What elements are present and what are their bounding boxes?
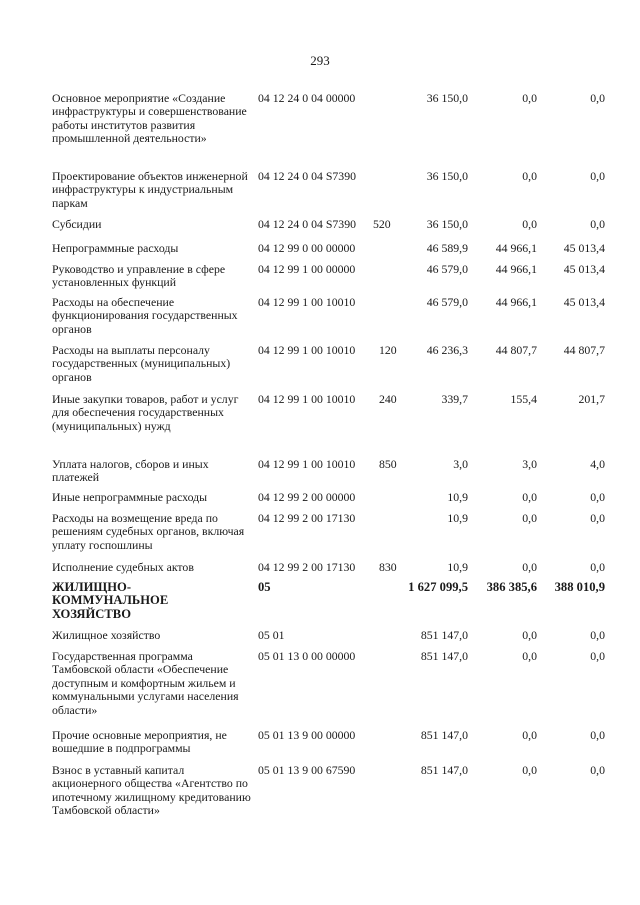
row-name: Расходы на возмещение вреда по решениям судебных органов, включая уплату госпошлины — [52, 511, 245, 552]
row-value-1: 36 150,0 — [426, 169, 468, 183]
row-value-2: 386 385,6 — [486, 580, 537, 594]
row-value-3: 0,0 — [590, 728, 605, 742]
row-value-1: 10,9 — [447, 511, 468, 525]
row-value-1: 851 147,0 — [420, 763, 468, 777]
row-value-1: 851 147,0 — [420, 628, 468, 642]
row-value-3: 0,0 — [590, 649, 605, 663]
row-value-1: 851 147,0 — [420, 728, 468, 742]
row-value-3: 201,7 — [578, 392, 605, 406]
row-value-3: 388 010,9 — [554, 580, 605, 594]
row-code: 05 01 13 9 00 67590 — [258, 763, 356, 777]
row-value-2: 0,0 — [522, 490, 537, 504]
row-name: Жилищное хозяйство — [52, 628, 161, 642]
row-name: Исполнение судебных актов — [52, 560, 194, 574]
row-code: 04 12 24 0 04 00000 — [258, 91, 356, 105]
row-vr: 850 — [379, 457, 397, 471]
row-value-2: 0,0 — [522, 91, 537, 105]
row-value-3: 44 807,7 — [563, 343, 605, 357]
row-name: Проектирование объектов инженерной инфраструктуры к индустриальным паркам — [52, 169, 248, 210]
row-value-1: 10,9 — [447, 560, 468, 574]
row-value-2: 0,0 — [522, 169, 537, 183]
row-value-3: 0,0 — [590, 490, 605, 504]
row-code: 04 12 24 0 04 S7390 — [258, 217, 356, 231]
row-name: Непрограммные расходы — [52, 241, 179, 255]
row-code: 04 12 99 0 00 00000 — [258, 241, 356, 255]
row-code: 04 12 99 1 00 00000 — [258, 262, 356, 276]
row-value-3: 0,0 — [590, 91, 605, 105]
row-name: Взнос в уставный капитал акционерного общества «Агентство по ипотечному жилищному кредитованию Тамбовской области» — [52, 763, 251, 818]
row-value-1: 46 589,9 — [426, 241, 468, 255]
row-value-2: 0,0 — [522, 649, 537, 663]
row-value-1: 46 579,0 — [426, 262, 468, 276]
row-value-2: 44 966,1 — [495, 262, 537, 276]
row-value-3: 0,0 — [590, 628, 605, 642]
row-code: 04 12 24 0 04 S7390 — [258, 169, 356, 183]
row-name: ЖИЛИЩНО-КОММУНАЛЬНОЕ ХОЗЯЙСТВО — [52, 580, 169, 621]
row-code: 04 12 99 1 00 10010 — [258, 295, 356, 309]
row-value-2: 155,4 — [510, 392, 537, 406]
row-value-1: 339,7 — [441, 392, 468, 406]
row-code: 05 01 13 9 00 00000 — [258, 728, 356, 742]
row-vr: 120 — [379, 343, 397, 357]
row-value-2: 44 966,1 — [495, 295, 537, 309]
row-vr: 240 — [379, 392, 397, 406]
row-value-2: 0,0 — [522, 511, 537, 525]
row-value-3: 4,0 — [590, 457, 605, 471]
row-name: Прочие основные мероприятия, не вошедшие в подпрограммы — [52, 728, 227, 756]
row-value-2: 0,0 — [522, 560, 537, 574]
row-code: 05 01 13 0 00 00000 — [258, 649, 356, 663]
row-name: Расходы на обеспечение функционирования государственных органов — [52, 295, 238, 336]
row-code: 04 12 99 1 00 10010 — [258, 343, 356, 357]
row-code: 04 12 99 1 00 10010 — [258, 457, 356, 471]
row-name: Субсидии — [52, 217, 102, 231]
row-value-2: 0,0 — [522, 763, 537, 777]
row-value-2: 44 966,1 — [495, 241, 537, 255]
row-code: 04 12 99 2 00 17130 — [258, 511, 356, 525]
row-value-3: 45 013,4 — [563, 241, 605, 255]
row-value-2: 44 807,7 — [495, 343, 537, 357]
row-value-3: 0,0 — [590, 560, 605, 574]
row-name: Уплата налогов, сборов и иных платежей — [52, 457, 209, 485]
row-name: Иные непрограммные расходы — [52, 490, 208, 504]
row-name: Основное мероприятие «Создание инфраструктуры и совершенствование работы институтов развития промышленной деятельности» — [52, 91, 247, 146]
row-value-1: 36 150,0 — [426, 91, 468, 105]
row-value-3: 45 013,4 — [563, 262, 605, 276]
row-value-3: 45 013,4 — [563, 295, 605, 309]
row-value-2: 0,0 — [522, 728, 537, 742]
row-vr: 830 — [379, 560, 397, 574]
row-value-2: 0,0 — [522, 217, 537, 231]
row-code: 04 12 99 2 00 17130 — [258, 560, 356, 574]
page-number: 293 — [310, 53, 330, 68]
row-value-1: 46 579,0 — [426, 295, 468, 309]
row-value-1: 851 147,0 — [420, 649, 468, 663]
row-value-2: 0,0 — [522, 628, 537, 642]
row-value-3: 0,0 — [590, 763, 605, 777]
row-code: 04 12 99 1 00 10010 — [258, 392, 356, 406]
row-name: Руководство и управление в сфере установленных функций — [52, 262, 226, 290]
row-value-1: 10,9 — [447, 490, 468, 504]
row-value-1: 46 236,3 — [426, 343, 468, 357]
row-value-1: 36 150,0 — [426, 217, 468, 231]
row-code: 05 — [258, 580, 271, 594]
row-vr: 520 — [373, 217, 391, 231]
row-value-2: 3,0 — [522, 457, 537, 471]
row-value-3: 0,0 — [590, 217, 605, 231]
row-value-1: 1 627 099,5 — [408, 580, 468, 594]
row-name: Государственная программа Тамбовской области «Обеспечение доступным и комфортным жильем и коммунальными услугами населения области» — [52, 649, 239, 717]
row-value-3: 0,0 — [590, 511, 605, 525]
row-name: Иные закупки товаров, работ и услуг для обеспечения государственных (муниципальных) нужд — [52, 392, 239, 433]
row-value-3: 0,0 — [590, 169, 605, 183]
row-code: 05 01 — [258, 628, 285, 642]
row-code: 04 12 99 2 00 00000 — [258, 490, 356, 504]
row-value-1: 3,0 — [453, 457, 468, 471]
row-name: Расходы на выплаты персоналу государственных (муниципальных) органов — [52, 343, 231, 384]
